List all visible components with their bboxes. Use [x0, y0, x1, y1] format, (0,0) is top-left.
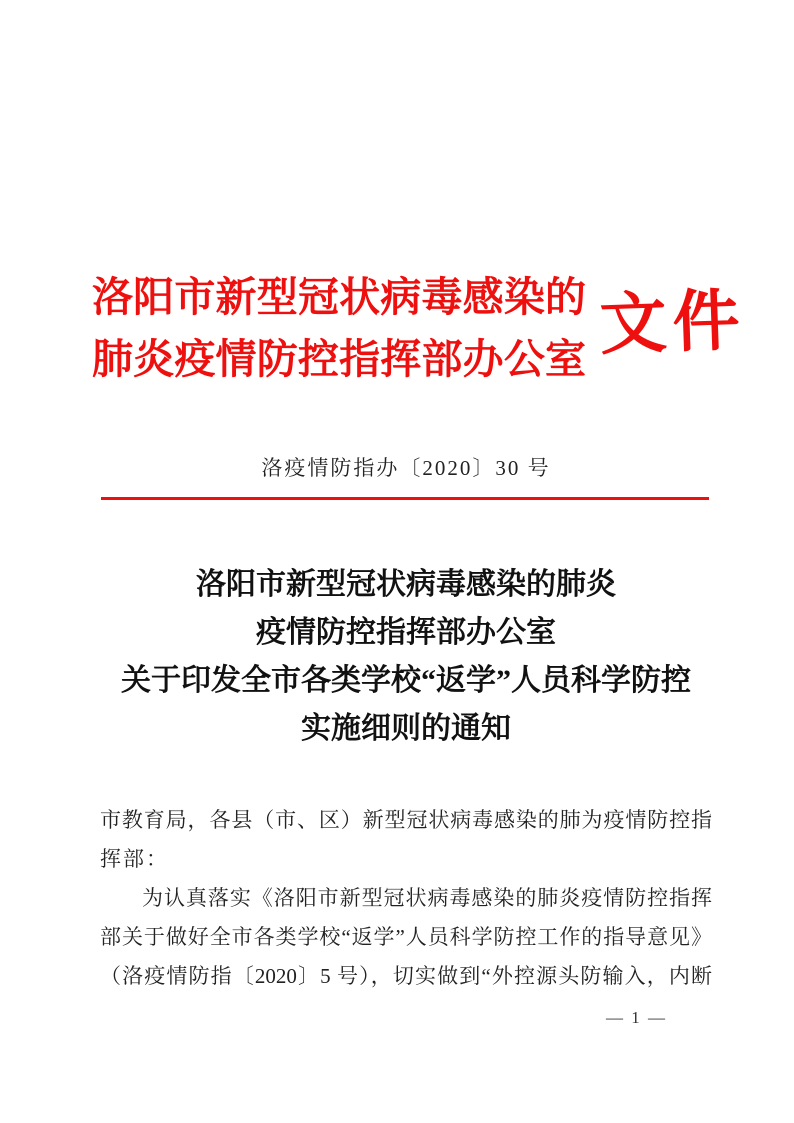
page-number: — 1 —: [606, 1008, 667, 1027]
body-paragraph-line-2: 部关于做好全市各类学校“返学”人员科学防控工作的指导意见》: [100, 925, 712, 949]
document-title-line-3: 关于印发全市各类学校“返学”人员科学防控: [121, 664, 691, 697]
letterhead-document-mark: 文件: [598, 283, 747, 364]
letterhead-org-line-2: 肺炎疫情防控指挥部办公室: [92, 336, 586, 382]
body-paragraph-line-1: 为认真落实《洛阳市新型冠状病毒感染的肺炎疫情防控指挥: [142, 886, 712, 910]
red-separator-line: [101, 497, 709, 500]
document-title-line-2: 疫情防控指挥部办公室: [256, 616, 556, 649]
body-salutation-line-2: 挥部：: [100, 847, 169, 871]
document-number: 洛疫情防指办〔2020〕30 号: [261, 456, 551, 480]
letterhead-org-line-1: 洛阳市新型冠状病毒感染的: [92, 274, 586, 320]
letterhead-org-name: [92, 266, 586, 390]
document-body: [100, 801, 712, 996]
document-title-line-1: 洛阳市新型冠状病毒感染的肺炎: [196, 568, 616, 601]
document-title-line-4: 实施细则的通知: [301, 712, 511, 745]
document-title: [100, 561, 712, 753]
body-paragraph-line-3: （洛疫情防指〔2020〕5 号），切实做到“外控源头防输入，内断: [100, 964, 712, 988]
body-salutation-line-1: 市教育局，各县（市、区）新型冠状病毒感染的肺为疫情防控指: [100, 808, 712, 832]
